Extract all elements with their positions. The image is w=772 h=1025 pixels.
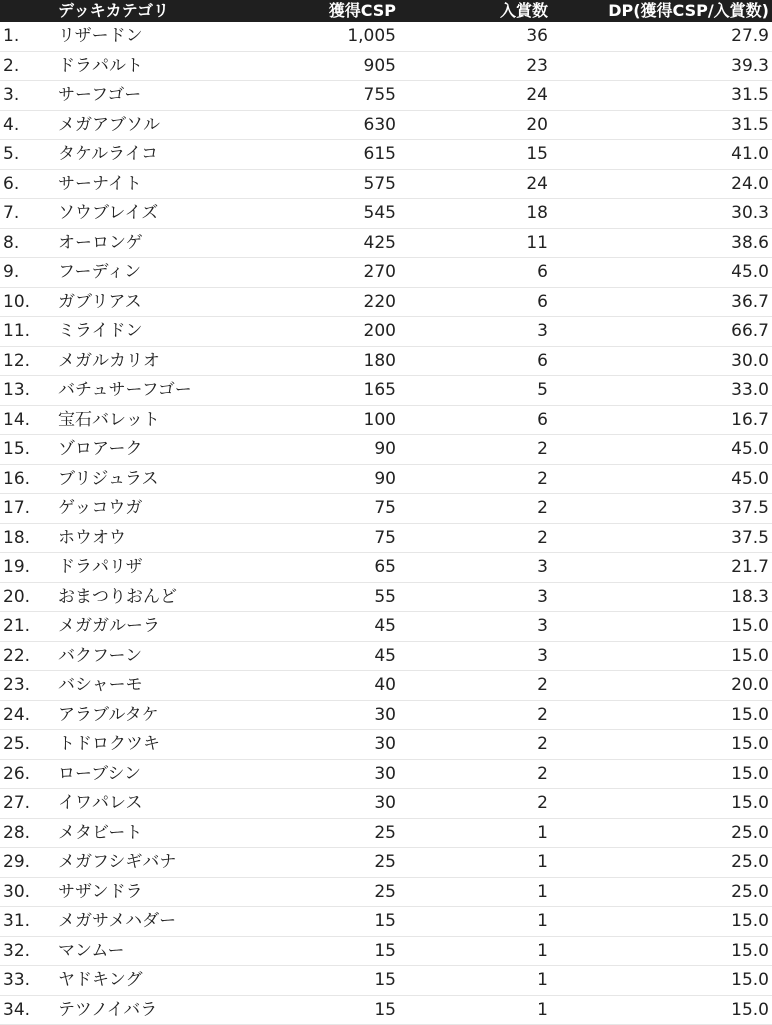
count-cell: 2 — [537, 760, 548, 789]
csp-cell: 615 — [364, 140, 396, 169]
deck-name-cell: ホウオウ — [58, 524, 126, 553]
dp-cell: 45.0 — [731, 465, 769, 494]
rank-cell: 15. — [3, 435, 30, 464]
dp-cell: 21.7 — [731, 553, 769, 582]
deck-name-cell: ドラパリザ — [58, 553, 143, 582]
count-cell: 2 — [537, 524, 548, 553]
table-row — [0, 52, 772, 82]
dp-cell: 41.0 — [731, 140, 769, 169]
count-cell: 6 — [537, 258, 548, 287]
table-row — [0, 81, 772, 111]
deck-name-cell: おまつりおんど — [58, 583, 177, 612]
table-row — [0, 170, 772, 200]
table-row — [0, 583, 772, 613]
csp-cell: 25 — [374, 878, 396, 907]
dp-cell: 15.0 — [731, 966, 769, 995]
count-cell: 3 — [537, 317, 548, 346]
count-cell: 1 — [537, 937, 548, 966]
dp-cell: 37.5 — [731, 524, 769, 553]
table-row — [0, 760, 772, 790]
deck-name-cell: ローブシン — [58, 760, 141, 789]
dp-cell: 30.0 — [731, 347, 769, 376]
dp-cell: 25.0 — [731, 819, 769, 848]
header-dp[interactable]: DP(獲得CSP/入賞数) — [608, 0, 769, 22]
count-cell: 2 — [537, 701, 548, 730]
deck-name-cell: タケルライコ — [58, 140, 158, 169]
csp-cell: 270 — [364, 258, 396, 287]
dp-cell: 31.5 — [731, 111, 769, 140]
deck-name-cell: ミライドン — [58, 317, 143, 346]
rank-cell: 19. — [3, 553, 30, 582]
deck-name-cell: ソウブレイズ — [58, 199, 158, 228]
dp-cell: 30.3 — [731, 199, 769, 228]
count-cell: 23 — [526, 52, 548, 81]
header-deck-category[interactable]: デッキカテゴリ — [58, 0, 169, 22]
count-cell: 1 — [537, 878, 548, 907]
deck-name-cell: アラブルタケ — [58, 701, 159, 730]
table-row — [0, 494, 772, 524]
csp-cell: 575 — [364, 170, 396, 199]
rank-cell: 20. — [3, 583, 30, 612]
dp-cell: 36.7 — [731, 288, 769, 317]
deck-name-cell: メガガルーラ — [58, 612, 160, 641]
csp-cell: 755 — [364, 81, 396, 110]
dp-cell: 66.7 — [731, 317, 769, 346]
dp-cell: 45.0 — [731, 435, 769, 464]
dp-cell: 31.5 — [731, 81, 769, 110]
count-cell: 6 — [537, 347, 548, 376]
table-row — [0, 848, 772, 878]
csp-cell: 30 — [374, 701, 396, 730]
count-cell: 1 — [537, 966, 548, 995]
count-cell: 2 — [537, 671, 548, 700]
deck-name-cell: マンムー — [58, 937, 124, 966]
count-cell: 11 — [526, 229, 548, 258]
table-row — [0, 229, 772, 259]
deck-name-cell: ガブリアス — [58, 288, 142, 317]
deck-name-cell: バチュサーフゴー — [58, 376, 192, 405]
csp-cell: 200 — [364, 317, 396, 346]
deck-name-cell: ブリジュラス — [58, 465, 158, 494]
rank-cell: 32. — [3, 937, 30, 966]
header-csp[interactable]: 獲得CSP — [329, 0, 396, 22]
csp-cell: 15 — [374, 966, 396, 995]
table-row — [0, 22, 772, 52]
rank-cell: 7. — [3, 199, 19, 228]
rank-cell: 2. — [3, 52, 19, 81]
table-row — [0, 671, 772, 701]
count-cell: 20 — [526, 111, 548, 140]
csp-cell: 75 — [374, 524, 396, 553]
rank-cell: 34. — [3, 996, 30, 1025]
dp-cell: 33.0 — [731, 376, 769, 405]
deck-name-cell: イワパレス — [58, 789, 143, 818]
table-row — [0, 317, 772, 347]
rank-cell: 10. — [3, 288, 30, 317]
deck-name-cell: メガフシギバナ — [58, 848, 176, 877]
header-count[interactable]: 入賞数 — [500, 0, 548, 22]
rank-cell: 29. — [3, 848, 30, 877]
table-row — [0, 258, 772, 288]
dp-cell: 25.0 — [731, 878, 769, 907]
dp-cell: 39.3 — [731, 52, 769, 81]
dp-cell: 15.0 — [731, 730, 769, 759]
count-cell: 3 — [537, 612, 548, 641]
csp-cell: 90 — [374, 465, 396, 494]
dp-cell: 15.0 — [731, 642, 769, 671]
table-row — [0, 789, 772, 819]
csp-cell: 180 — [364, 347, 396, 376]
csp-cell: 75 — [374, 494, 396, 523]
dp-cell: 15.0 — [731, 760, 769, 789]
table-row — [0, 878, 772, 908]
rank-cell: 11. — [3, 317, 30, 346]
table-row — [0, 376, 772, 406]
rank-cell: 8. — [3, 229, 19, 258]
rank-cell: 12. — [3, 347, 30, 376]
dp-cell: 15.0 — [731, 937, 769, 966]
rank-cell: 9. — [3, 258, 19, 287]
table-row — [0, 199, 772, 229]
dp-cell: 16.7 — [731, 406, 769, 435]
table-row — [0, 553, 772, 583]
rank-cell: 24. — [3, 701, 30, 730]
rank-cell: 33. — [3, 966, 30, 995]
count-cell: 3 — [537, 642, 548, 671]
rank-cell: 23. — [3, 671, 30, 700]
csp-cell: 425 — [364, 229, 396, 258]
rank-cell: 6. — [3, 170, 19, 199]
count-cell: 5 — [537, 376, 548, 405]
csp-cell: 165 — [364, 376, 396, 405]
count-cell: 1 — [537, 907, 548, 936]
csp-cell: 30 — [374, 730, 396, 759]
count-cell: 2 — [537, 465, 548, 494]
csp-cell: 545 — [364, 199, 396, 228]
rank-cell: 25. — [3, 730, 30, 759]
csp-cell: 40 — [374, 671, 396, 700]
deck-name-cell: ヤドキング — [58, 966, 143, 995]
rank-cell: 26. — [3, 760, 30, 789]
count-cell: 24 — [526, 170, 548, 199]
csp-cell: 25 — [374, 848, 396, 877]
csp-cell: 65 — [374, 553, 396, 582]
table-body — [0, 22, 772, 1025]
rank-cell: 21. — [3, 612, 30, 641]
dp-cell: 38.6 — [731, 229, 769, 258]
csp-cell: 1,005 — [347, 22, 396, 51]
csp-cell: 90 — [374, 435, 396, 464]
table-row — [0, 937, 772, 967]
dp-cell: 45.0 — [731, 258, 769, 287]
count-cell: 18 — [526, 199, 548, 228]
table-row — [0, 347, 772, 377]
deck-name-cell: メタビート — [58, 819, 142, 848]
csp-cell: 220 — [364, 288, 396, 317]
table-row — [0, 524, 772, 554]
rank-cell: 3. — [3, 81, 19, 110]
table-row — [0, 819, 772, 849]
count-cell: 3 — [537, 583, 548, 612]
table-row — [0, 966, 772, 996]
rank-cell: 14. — [3, 406, 30, 435]
csp-cell: 15 — [374, 937, 396, 966]
table-row — [0, 996, 772, 1025]
rank-cell: 27. — [3, 789, 30, 818]
table-row — [0, 406, 772, 436]
table-row — [0, 465, 772, 495]
table-row — [0, 612, 772, 642]
table-row — [0, 288, 772, 318]
dp-cell: 15.0 — [731, 996, 769, 1025]
count-cell: 1 — [537, 848, 548, 877]
rank-cell: 17. — [3, 494, 30, 523]
deck-name-cell: 宝石バレット — [58, 406, 160, 435]
deck-name-cell: サーフゴー — [58, 81, 141, 110]
rank-cell: 4. — [3, 111, 19, 140]
csp-cell: 100 — [364, 406, 396, 435]
deck-name-cell: バシャーモ — [58, 671, 143, 700]
deck-name-cell: メガルカリオ — [58, 347, 160, 376]
count-cell: 15 — [526, 140, 548, 169]
dp-cell: 24.0 — [731, 170, 769, 199]
table-row — [0, 642, 772, 672]
rank-cell: 1. — [3, 22, 19, 51]
count-cell: 6 — [537, 288, 548, 317]
csp-cell: 55 — [374, 583, 396, 612]
dp-cell: 15.0 — [731, 701, 769, 730]
count-cell: 3 — [537, 553, 548, 582]
count-cell: 1 — [537, 996, 548, 1025]
csp-cell: 905 — [364, 52, 396, 81]
dp-cell: 15.0 — [731, 789, 769, 818]
dp-cell: 18.3 — [731, 583, 769, 612]
deck-name-cell: ゾロアーク — [58, 435, 143, 464]
count-cell: 2 — [537, 789, 548, 818]
dp-cell: 37.5 — [731, 494, 769, 523]
rank-cell: 31. — [3, 907, 30, 936]
deck-name-cell: テツノイバラ — [58, 996, 157, 1025]
dp-cell: 15.0 — [731, 907, 769, 936]
rank-cell: 16. — [3, 465, 30, 494]
table-header — [0, 0, 772, 22]
csp-cell: 45 — [374, 642, 396, 671]
deck-name-cell: ゲッコウガ — [58, 494, 142, 523]
dp-cell: 27.9 — [731, 22, 769, 51]
rank-cell: 30. — [3, 878, 30, 907]
count-cell: 6 — [537, 406, 548, 435]
count-cell: 1 — [537, 819, 548, 848]
deck-name-cell: トドロクツキ — [58, 730, 160, 759]
csp-cell: 15 — [374, 907, 396, 936]
table-row — [0, 140, 772, 170]
deck-name-cell: オーロンゲ — [58, 229, 143, 258]
dp-cell: 20.0 — [731, 671, 769, 700]
deck-name-cell: メガサメハダー — [58, 907, 176, 936]
table-row — [0, 907, 772, 937]
deck-name-cell: バクフーン — [58, 642, 142, 671]
deck-name-cell: フーディン — [58, 258, 141, 287]
table-row — [0, 701, 772, 731]
table-row — [0, 730, 772, 760]
csp-cell: 630 — [364, 111, 396, 140]
rank-cell: 18. — [3, 524, 30, 553]
csp-cell: 30 — [374, 789, 396, 818]
deck-name-cell: サーナイト — [58, 170, 142, 199]
rank-cell: 22. — [3, 642, 30, 671]
deck-name-cell: サザンドラ — [58, 878, 143, 907]
rank-cell: 28. — [3, 819, 30, 848]
count-cell: 36 — [526, 22, 548, 51]
deck-name-cell: メガアブソル — [58, 111, 160, 140]
deck-name-cell: ドラパルト — [58, 52, 143, 81]
rank-cell: 5. — [3, 140, 19, 169]
deck-name-cell: リザードン — [58, 22, 143, 51]
count-cell: 2 — [537, 730, 548, 759]
csp-cell: 25 — [374, 819, 396, 848]
csp-cell: 45 — [374, 612, 396, 641]
count-cell: 2 — [537, 435, 548, 464]
csp-cell: 30 — [374, 760, 396, 789]
dp-cell: 15.0 — [731, 612, 769, 641]
table-row — [0, 435, 772, 465]
count-cell: 24 — [526, 81, 548, 110]
csp-cell: 15 — [374, 996, 396, 1025]
rank-cell: 13. — [3, 376, 30, 405]
table-row — [0, 111, 772, 141]
count-cell: 2 — [537, 494, 548, 523]
dp-cell: 25.0 — [731, 848, 769, 877]
